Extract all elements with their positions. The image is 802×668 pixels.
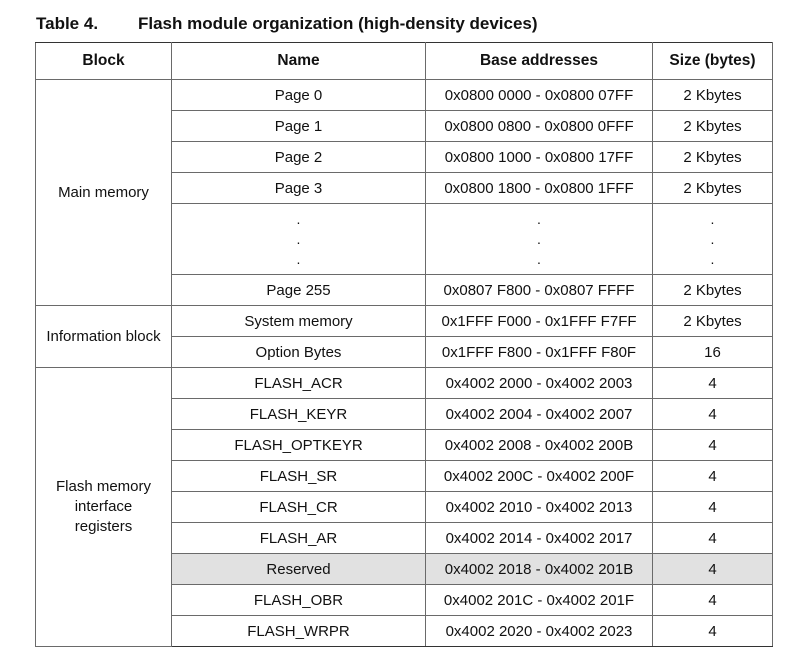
- cell-name: Option Bytes: [172, 337, 426, 368]
- ellipsis-dot: .: [537, 211, 541, 227]
- cell-name: System memory: [172, 306, 426, 337]
- header-base-addresses: Base addresses: [426, 43, 653, 80]
- cell-size: 2 Kbytes: [653, 111, 773, 142]
- cell-address: 0x0800 0000 - 0x0800 07FF: [426, 80, 653, 111]
- cell-address: 0x4002 2014 - 0x4002 2017: [426, 523, 653, 554]
- ellipsis-dot: .: [710, 211, 715, 227]
- cell-size: 4: [653, 492, 773, 523]
- cell-size: 16: [653, 337, 773, 368]
- block-flash-registers: [36, 368, 172, 647]
- cell-size: 4: [653, 554, 773, 585]
- table-caption: [36, 14, 538, 34]
- ellipsis-dot: .: [710, 251, 715, 267]
- cell-size: 4: [653, 585, 773, 616]
- table-row: [36, 306, 773, 337]
- ellipsis-dot: .: [296, 231, 301, 247]
- ellipsis-dot: .: [537, 231, 541, 247]
- block-label-line: Flash memory: [55, 478, 152, 495]
- cell-name: FLASH_SR: [172, 461, 426, 492]
- cell-address: 0x1FFF F800 - 0x1FFF F80F: [426, 337, 653, 368]
- cell-size: 4: [653, 616, 773, 647]
- cell-size: 4: [653, 461, 773, 492]
- cell-name: FLASH_AR: [172, 523, 426, 554]
- block-main-memory: Main memory: [36, 80, 172, 306]
- cell-address: 0x0800 1800 - 0x0800 1FFF: [426, 173, 653, 204]
- cell-name: Page 3: [172, 173, 426, 204]
- ellipsis-dot: .: [296, 211, 301, 227]
- cell-address: 0x1FFF F000 - 0x1FFF F7FF: [426, 306, 653, 337]
- cell-name: FLASH_OPTKEYR: [172, 430, 426, 461]
- cell-size: 4: [653, 430, 773, 461]
- cell-address: 0x4002 2018 - 0x4002 201B: [426, 554, 653, 585]
- cell-name: Page 0: [172, 80, 426, 111]
- cell-size: 2 Kbytes: [653, 306, 773, 337]
- cell-size: 2 Kbytes: [653, 173, 773, 204]
- cell-address: 0x0807 F800 - 0x0807 FFFF: [426, 275, 653, 306]
- cell-size: 4: [653, 523, 773, 554]
- block-label-line: registers: [74, 518, 133, 535]
- cell-name: Page 2: [172, 142, 426, 173]
- ellipsis-dot: .: [296, 251, 301, 267]
- cell-name: Page 1: [172, 111, 426, 142]
- ellipsis-address: [426, 204, 653, 275]
- header-row: [36, 43, 773, 80]
- cell-address: 0x4002 2010 - 0x4002 2013: [426, 492, 653, 523]
- table-title: Flash module organization (high-density devices): [138, 14, 538, 33]
- header-block: Block: [36, 43, 172, 80]
- header-name: Name: [172, 43, 426, 80]
- cell-address: 0x4002 200C - 0x4002 200F: [426, 461, 653, 492]
- block-information: Information block: [36, 306, 172, 368]
- table-row: [36, 80, 773, 111]
- cell-size: 4: [653, 368, 773, 399]
- ellipsis-size: [653, 204, 773, 275]
- cell-name: Reserved: [172, 554, 426, 585]
- cell-size: 2 Kbytes: [653, 80, 773, 111]
- cell-name: FLASH_WRPR: [172, 616, 426, 647]
- block-label-line: interface: [74, 498, 133, 515]
- cell-name: FLASH_ACR: [172, 368, 426, 399]
- cell-address: 0x0800 1000 - 0x0800 17FF: [426, 142, 653, 173]
- cell-name: FLASH_OBR: [172, 585, 426, 616]
- flash-organization-table: [35, 42, 773, 647]
- cell-size: 4: [653, 399, 773, 430]
- cell-address: 0x4002 201C - 0x4002 201F: [426, 585, 653, 616]
- table-row: [36, 368, 773, 399]
- cell-name: FLASH_CR: [172, 492, 426, 523]
- cell-address: 0x4002 2000 - 0x4002 2003: [426, 368, 653, 399]
- cell-size: 2 Kbytes: [653, 275, 773, 306]
- cell-address: 0x4002 2020 - 0x4002 2023: [426, 616, 653, 647]
- cell-size: 2 Kbytes: [653, 142, 773, 173]
- cell-address: 0x0800 0800 - 0x0800 0FFF: [426, 111, 653, 142]
- ellipsis-name: [172, 204, 426, 275]
- ellipsis-dot: .: [710, 231, 715, 247]
- cell-address: 0x4002 2008 - 0x4002 200B: [426, 430, 653, 461]
- table-number: Table 4.: [36, 14, 99, 33]
- ellipsis-dot: .: [537, 251, 541, 267]
- cell-name: Page 255: [172, 275, 426, 306]
- cell-name: FLASH_KEYR: [172, 399, 426, 430]
- header-size: Size (bytes): [653, 43, 773, 80]
- cell-address: 0x4002 2004 - 0x4002 2007: [426, 399, 653, 430]
